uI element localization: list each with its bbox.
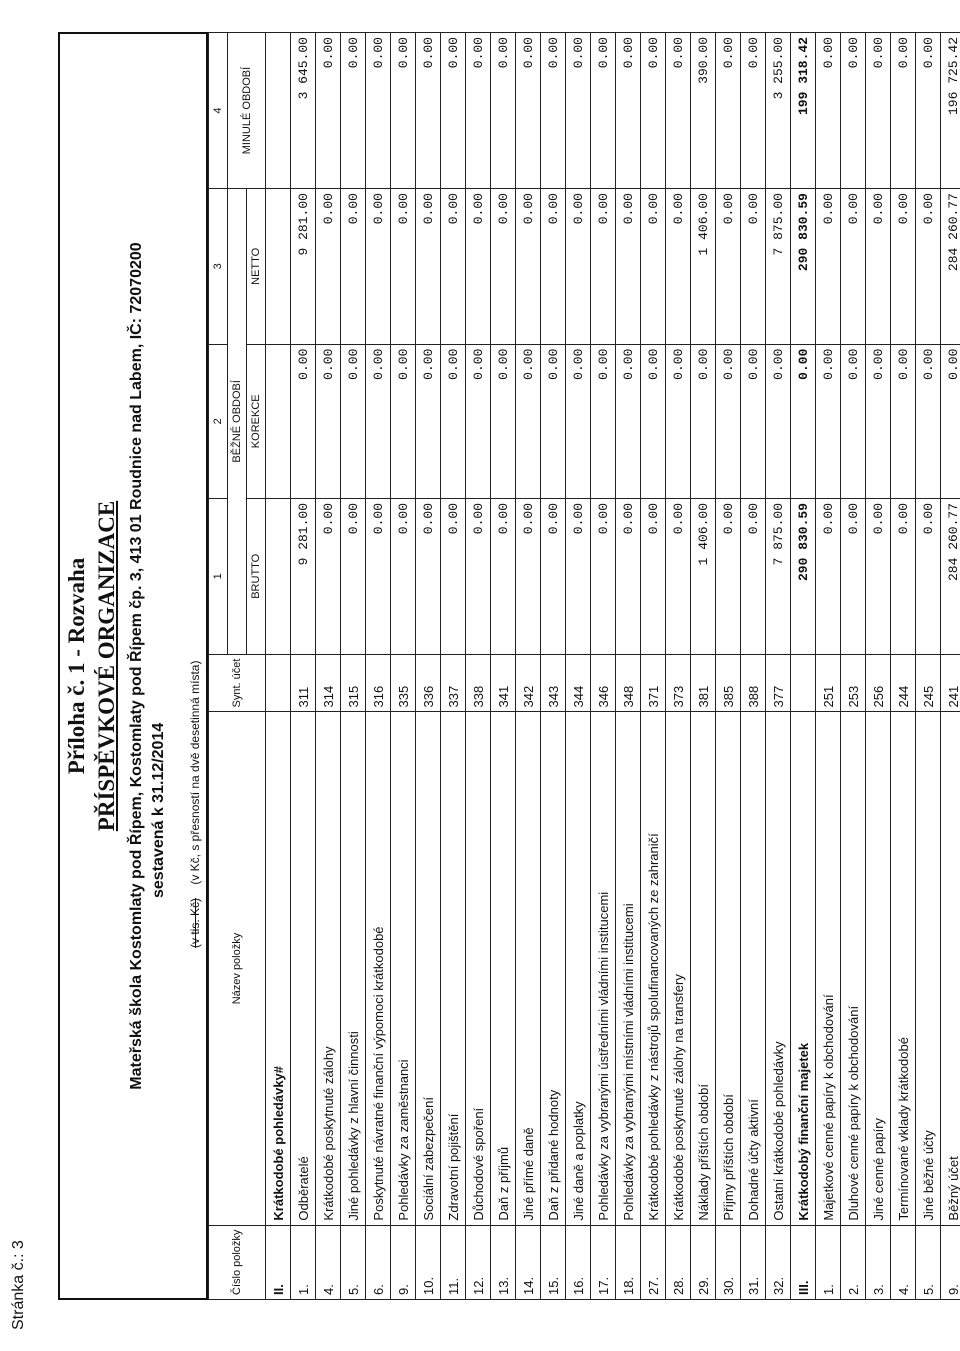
row-brutto: 0.00: [366, 498, 391, 654]
row-name: Jiné cenné papíry: [866, 712, 891, 1225]
table-row: [616, 33, 641, 1300]
row-number: 10.: [416, 1225, 441, 1299]
row-previous: 0.00: [441, 33, 466, 189]
col-header-brutto: BRUTTO: [247, 498, 266, 654]
row-brutto: 0.00: [741, 498, 766, 654]
row-account: 337: [441, 654, 466, 712]
row-korekce: 0.00: [441, 344, 466, 498]
row-account: 244: [891, 654, 916, 712]
row-account: 336: [416, 654, 441, 712]
row-account: 341: [491, 654, 516, 712]
row-account: 253: [841, 654, 866, 712]
row-previous: 0.00: [741, 33, 766, 189]
row-korekce: 0.00: [816, 344, 841, 498]
row-netto: 1 406.00: [691, 189, 716, 345]
row-previous: [266, 33, 291, 189]
row-previous: 0.00: [666, 33, 691, 189]
table-row: [366, 33, 391, 1300]
row-netto: 0.00: [341, 189, 366, 345]
row-korekce: 0.00: [691, 344, 716, 498]
row-name: Odběratelé: [291, 712, 316, 1225]
row-name: Jiné pohledávky z hlavní činnosti: [341, 712, 366, 1225]
section-row: [266, 33, 291, 1300]
col-header-current-period: BĚŽNÉ OBDOBÍ: [228, 189, 247, 654]
col-header-account: Synt. účet: [209, 654, 266, 712]
row-brutto: 0.00: [816, 498, 841, 654]
row-account: 381: [691, 654, 716, 712]
row-name: Termínované vklady krátkodobé: [891, 712, 916, 1225]
row-korekce: 0.00: [466, 344, 491, 498]
row-account: 348: [616, 654, 641, 712]
row-previous: 0.00: [641, 33, 666, 189]
row-brutto: 0.00: [841, 498, 866, 654]
row-netto: 7 875.00: [766, 189, 791, 345]
row-netto: 0.00: [541, 189, 566, 345]
row-number: 2.: [841, 1225, 866, 1299]
row-previous: 0.00: [341, 33, 366, 189]
row-previous: 199 318.42: [791, 33, 816, 189]
table-row: [641, 33, 666, 1300]
table-row: [741, 33, 766, 1300]
table-row: [691, 33, 716, 1300]
row-name: Důchodové spoření: [466, 712, 491, 1225]
row-previous: 0.00: [716, 33, 741, 189]
row-previous: 0.00: [866, 33, 891, 189]
row-brutto: [266, 498, 291, 654]
row-previous: 0.00: [841, 33, 866, 189]
col-header-name: Název položky: [209, 712, 266, 1225]
row-account: 346: [591, 654, 616, 712]
row-name: Krátkodobý finanční majetek: [791, 712, 816, 1225]
row-name: Majetkové cenné papíry k obchodování: [816, 712, 841, 1225]
balance-sheet-page: [48, 32, 960, 1300]
row-korekce: 0.00: [616, 344, 641, 498]
row-number: 1.: [291, 1225, 316, 1299]
row-previous: 0.00: [541, 33, 566, 189]
row-brutto: 0.00: [591, 498, 616, 654]
row-name: Krátkodobé poskytnuté zálohy: [316, 712, 341, 1225]
row-previous: 390.00: [691, 33, 716, 189]
row-account: 338: [466, 654, 491, 712]
row-brutto: 7 875.00: [766, 498, 791, 654]
row-previous: 0.00: [616, 33, 641, 189]
row-brutto: 0.00: [916, 498, 941, 654]
row-previous: 0.00: [816, 33, 841, 189]
row-account: 377: [766, 654, 791, 712]
row-brutto: 0.00: [491, 498, 516, 654]
row-previous: 0.00: [591, 33, 616, 189]
row-number: 4.: [891, 1225, 916, 1299]
row-brutto: 0.00: [566, 498, 591, 654]
row-account: 245: [916, 654, 941, 712]
row-netto: 0.00: [841, 189, 866, 345]
row-number: 12.: [466, 1225, 491, 1299]
row-account: 316: [366, 654, 391, 712]
row-number: 30.: [716, 1225, 741, 1299]
row-brutto: 0.00: [616, 498, 641, 654]
row-korekce: 0.00: [741, 344, 766, 498]
row-brutto: 0.00: [341, 498, 366, 654]
row-netto: 0.00: [466, 189, 491, 345]
table-row: [316, 33, 341, 1300]
row-name: Sociální zabezpečení: [416, 712, 441, 1225]
row-number: 31.: [741, 1225, 766, 1299]
row-netto: 0.00: [441, 189, 466, 345]
row-number: 28.: [666, 1225, 691, 1299]
row-brutto: 0.00: [441, 498, 466, 654]
row-netto: 0.00: [516, 189, 541, 345]
table-row: [441, 33, 466, 1300]
row-name: Jiné běžné účty: [916, 712, 941, 1225]
row-netto: 0.00: [566, 189, 591, 345]
row-number: 3.: [866, 1225, 891, 1299]
row-netto: 9 281.00: [291, 189, 316, 345]
row-brutto: 0.00: [466, 498, 491, 654]
document-title: Příloha č. 1 - Rozvaha: [64, 557, 89, 775]
col-index-3: 3: [209, 189, 228, 345]
row-previous: 0.00: [466, 33, 491, 189]
row-korekce: 0.00: [941, 344, 960, 498]
table-row: [541, 33, 566, 1300]
row-korekce: [266, 344, 291, 498]
table-body: [266, 33, 960, 1300]
row-korekce: 0.00: [341, 344, 366, 498]
row-account: [266, 654, 291, 712]
row-brutto: 0.00: [641, 498, 666, 654]
row-name: Daň z příjmů: [491, 712, 516, 1225]
row-name: Příjmy příštích období: [716, 712, 741, 1225]
row-previous: 0.00: [566, 33, 591, 189]
section-row: [791, 33, 816, 1300]
table-row: [891, 33, 916, 1300]
row-name: Ostatní krátkodobé pohledávky: [766, 712, 791, 1225]
organization-line: Mateřská škola Kostomlaty pod Řípem, Kostomlaty pod Řípem čp. 3, 413 01 Roudnice nad Labem, IČ: 72070200: [128, 242, 145, 1090]
row-name: Jiné přímé daně: [516, 712, 541, 1225]
col-header-korekce: KOREKCE: [247, 344, 266, 498]
table-row: [516, 33, 541, 1300]
row-korekce: 0.00: [766, 344, 791, 498]
row-account: 251: [816, 654, 841, 712]
row-brutto: 284 260.77: [941, 498, 960, 654]
row-name: Pohledávky za vybranými ústředními vládními institucemi: [591, 712, 616, 1225]
row-brutto: 0.00: [516, 498, 541, 654]
document-header: [58, 32, 208, 1300]
row-previous: 196 725.42: [941, 33, 960, 189]
row-netto: 0.00: [416, 189, 441, 345]
row-netto: 0.00: [391, 189, 416, 345]
row-netto: 0.00: [641, 189, 666, 345]
table-row: [416, 33, 441, 1300]
row-account: [791, 654, 816, 712]
row-korekce: 0.00: [916, 344, 941, 498]
row-previous: 0.00: [391, 33, 416, 189]
row-number: III.: [791, 1225, 816, 1299]
row-account: 256: [866, 654, 891, 712]
row-korekce: 0.00: [291, 344, 316, 498]
row-netto: 0.00: [716, 189, 741, 345]
table-row: [941, 33, 960, 1300]
row-account: 315: [341, 654, 366, 712]
row-account: 373: [666, 654, 691, 712]
row-korekce: 0.00: [641, 344, 666, 498]
row-korekce: 0.00: [791, 344, 816, 498]
row-korekce: 0.00: [566, 344, 591, 498]
row-number: 4.: [316, 1225, 341, 1299]
table-row: [491, 33, 516, 1300]
table-row: [341, 33, 366, 1300]
table-row: [766, 33, 791, 1300]
table-row: [466, 33, 491, 1300]
units-text: (v Kč, s přesností na dvě desetinná místa): [188, 660, 202, 885]
row-number: 18.: [616, 1225, 641, 1299]
row-previous: 0.00: [516, 33, 541, 189]
table-row: [716, 33, 741, 1300]
row-name: Pohledávky za vybranými místními vládními institucemi: [616, 712, 641, 1225]
row-korekce: 0.00: [891, 344, 916, 498]
row-korekce: 0.00: [541, 344, 566, 498]
row-account: 314: [316, 654, 341, 712]
row-korekce: 0.00: [491, 344, 516, 498]
col-index-2: 2: [209, 344, 228, 498]
row-brutto: 0.00: [391, 498, 416, 654]
table-row: [916, 33, 941, 1300]
row-previous: 3 255.00: [766, 33, 791, 189]
row-brutto: 0.00: [666, 498, 691, 654]
row-netto: 0.00: [816, 189, 841, 345]
row-name: Dohadné účty aktivní: [741, 712, 766, 1225]
row-korekce: 0.00: [866, 344, 891, 498]
row-number: 11.: [441, 1225, 466, 1299]
row-name: Pohledávky za zaměstnanci: [391, 712, 416, 1225]
row-netto: 0.00: [491, 189, 516, 345]
table-row: [566, 33, 591, 1300]
row-account: 344: [566, 654, 591, 712]
row-name: Krátkodobé pohledávky#: [266, 712, 291, 1225]
row-netto: 0.00: [366, 189, 391, 345]
row-number: 9.: [941, 1225, 960, 1299]
row-brutto: 0.00: [541, 498, 566, 654]
row-netto: 0.00: [741, 189, 766, 345]
row-brutto: 1 406.00: [691, 498, 716, 654]
row-korekce: 0.00: [316, 344, 341, 498]
table-row: [866, 33, 891, 1300]
row-number: 29.: [691, 1225, 716, 1299]
row-account: 385: [716, 654, 741, 712]
row-number: 15.: [541, 1225, 566, 1299]
row-account: 343: [541, 654, 566, 712]
row-number: 5.: [341, 1225, 366, 1299]
row-netto: 0.00: [866, 189, 891, 345]
row-netto: 0.00: [666, 189, 691, 345]
row-name: Jiné daně a poplatky: [566, 712, 591, 1225]
row-korekce: 0.00: [716, 344, 741, 498]
table-row: [391, 33, 416, 1300]
row-korekce: 0.00: [416, 344, 441, 498]
row-name: Zdravotní pojištění: [441, 712, 466, 1225]
row-brutto: 0.00: [716, 498, 741, 654]
row-number: 1.: [816, 1225, 841, 1299]
row-number: 6.: [366, 1225, 391, 1299]
balance-table: [208, 32, 960, 1300]
date-line: sestavená k 31.12/2014: [150, 722, 167, 898]
header-row-1: [209, 33, 228, 1300]
col-header-previous-period: MINULÉ OBDOBÍ: [228, 33, 266, 189]
row-number: 9.: [391, 1225, 416, 1299]
row-previous: 0.00: [316, 33, 341, 189]
row-name: Náklady příštích období: [691, 712, 716, 1225]
row-netto: 0.00: [616, 189, 641, 345]
row-account: 371: [641, 654, 666, 712]
row-brutto: 0.00: [316, 498, 341, 654]
document-subtitle: PŘÍSPĚVKOVÉ ORGANIZACE: [94, 500, 119, 832]
units-note: [188, 661, 202, 948]
row-korekce: 0.00: [366, 344, 391, 498]
row-name: Krátkodobé pohledávky z nástrojů spolufinancovaných ze zahraničí: [641, 712, 666, 1225]
row-brutto: 0.00: [866, 498, 891, 654]
row-brutto: 0.00: [416, 498, 441, 654]
row-account: 335: [391, 654, 416, 712]
col-index-1: 1: [209, 498, 228, 654]
row-korekce: 0.00: [841, 344, 866, 498]
col-header-num: Číslo položky: [209, 1225, 266, 1299]
row-korekce: 0.00: [391, 344, 416, 498]
row-name: Krátkodobé poskytnuté zálohy na transfery: [666, 712, 691, 1225]
row-name: Dluhové cenné papíry k obchodování: [841, 712, 866, 1225]
row-account: 342: [516, 654, 541, 712]
row-netto: [266, 189, 291, 345]
col-index-4: 4: [209, 33, 228, 189]
row-previous: 0.00: [366, 33, 391, 189]
row-korekce: 0.00: [516, 344, 541, 498]
row-netto: 290 830.59: [791, 189, 816, 345]
table-row: [291, 33, 316, 1300]
row-number: 16.: [566, 1225, 591, 1299]
table-row: [666, 33, 691, 1300]
row-name: Poskytnuté návratné finanční výpomoci krátkodobé: [366, 712, 391, 1225]
row-number: 17.: [591, 1225, 616, 1299]
col-header-netto: NETTO: [247, 189, 266, 345]
row-brutto: 290 830.59: [791, 498, 816, 654]
row-previous: 3 645.00: [291, 33, 316, 189]
row-number: 32.: [766, 1225, 791, 1299]
row-previous: 0.00: [891, 33, 916, 189]
row-korekce: 0.00: [666, 344, 691, 498]
row-previous: 0.00: [416, 33, 441, 189]
row-brutto: 0.00: [891, 498, 916, 654]
table-row: [841, 33, 866, 1300]
row-number: 13.: [491, 1225, 516, 1299]
table-row: [591, 33, 616, 1300]
row-netto: 0.00: [916, 189, 941, 345]
row-number: 14.: [516, 1225, 541, 1299]
row-netto: 0.00: [316, 189, 341, 345]
row-netto: 284 260.77: [941, 189, 960, 345]
row-netto: 0.00: [591, 189, 616, 345]
row-account: 311: [291, 654, 316, 712]
row-name: Běžný účet: [941, 712, 960, 1225]
units-struck: (v tis. Kč): [188, 898, 202, 948]
row-brutto: 9 281.00: [291, 498, 316, 654]
row-number: II.: [266, 1225, 291, 1299]
row-netto: 0.00: [891, 189, 916, 345]
row-account: 241: [941, 654, 960, 712]
row-previous: 0.00: [916, 33, 941, 189]
row-number: 27.: [641, 1225, 666, 1299]
row-previous: 0.00: [491, 33, 516, 189]
table-row: [816, 33, 841, 1300]
row-korekce: 0.00: [591, 344, 616, 498]
row-account: 388: [741, 654, 766, 712]
row-name: Daň z přidané hodnoty: [541, 712, 566, 1225]
row-number: 5.: [916, 1225, 941, 1299]
page-number-label: Stránka č.: 3: [10, 1240, 27, 1330]
